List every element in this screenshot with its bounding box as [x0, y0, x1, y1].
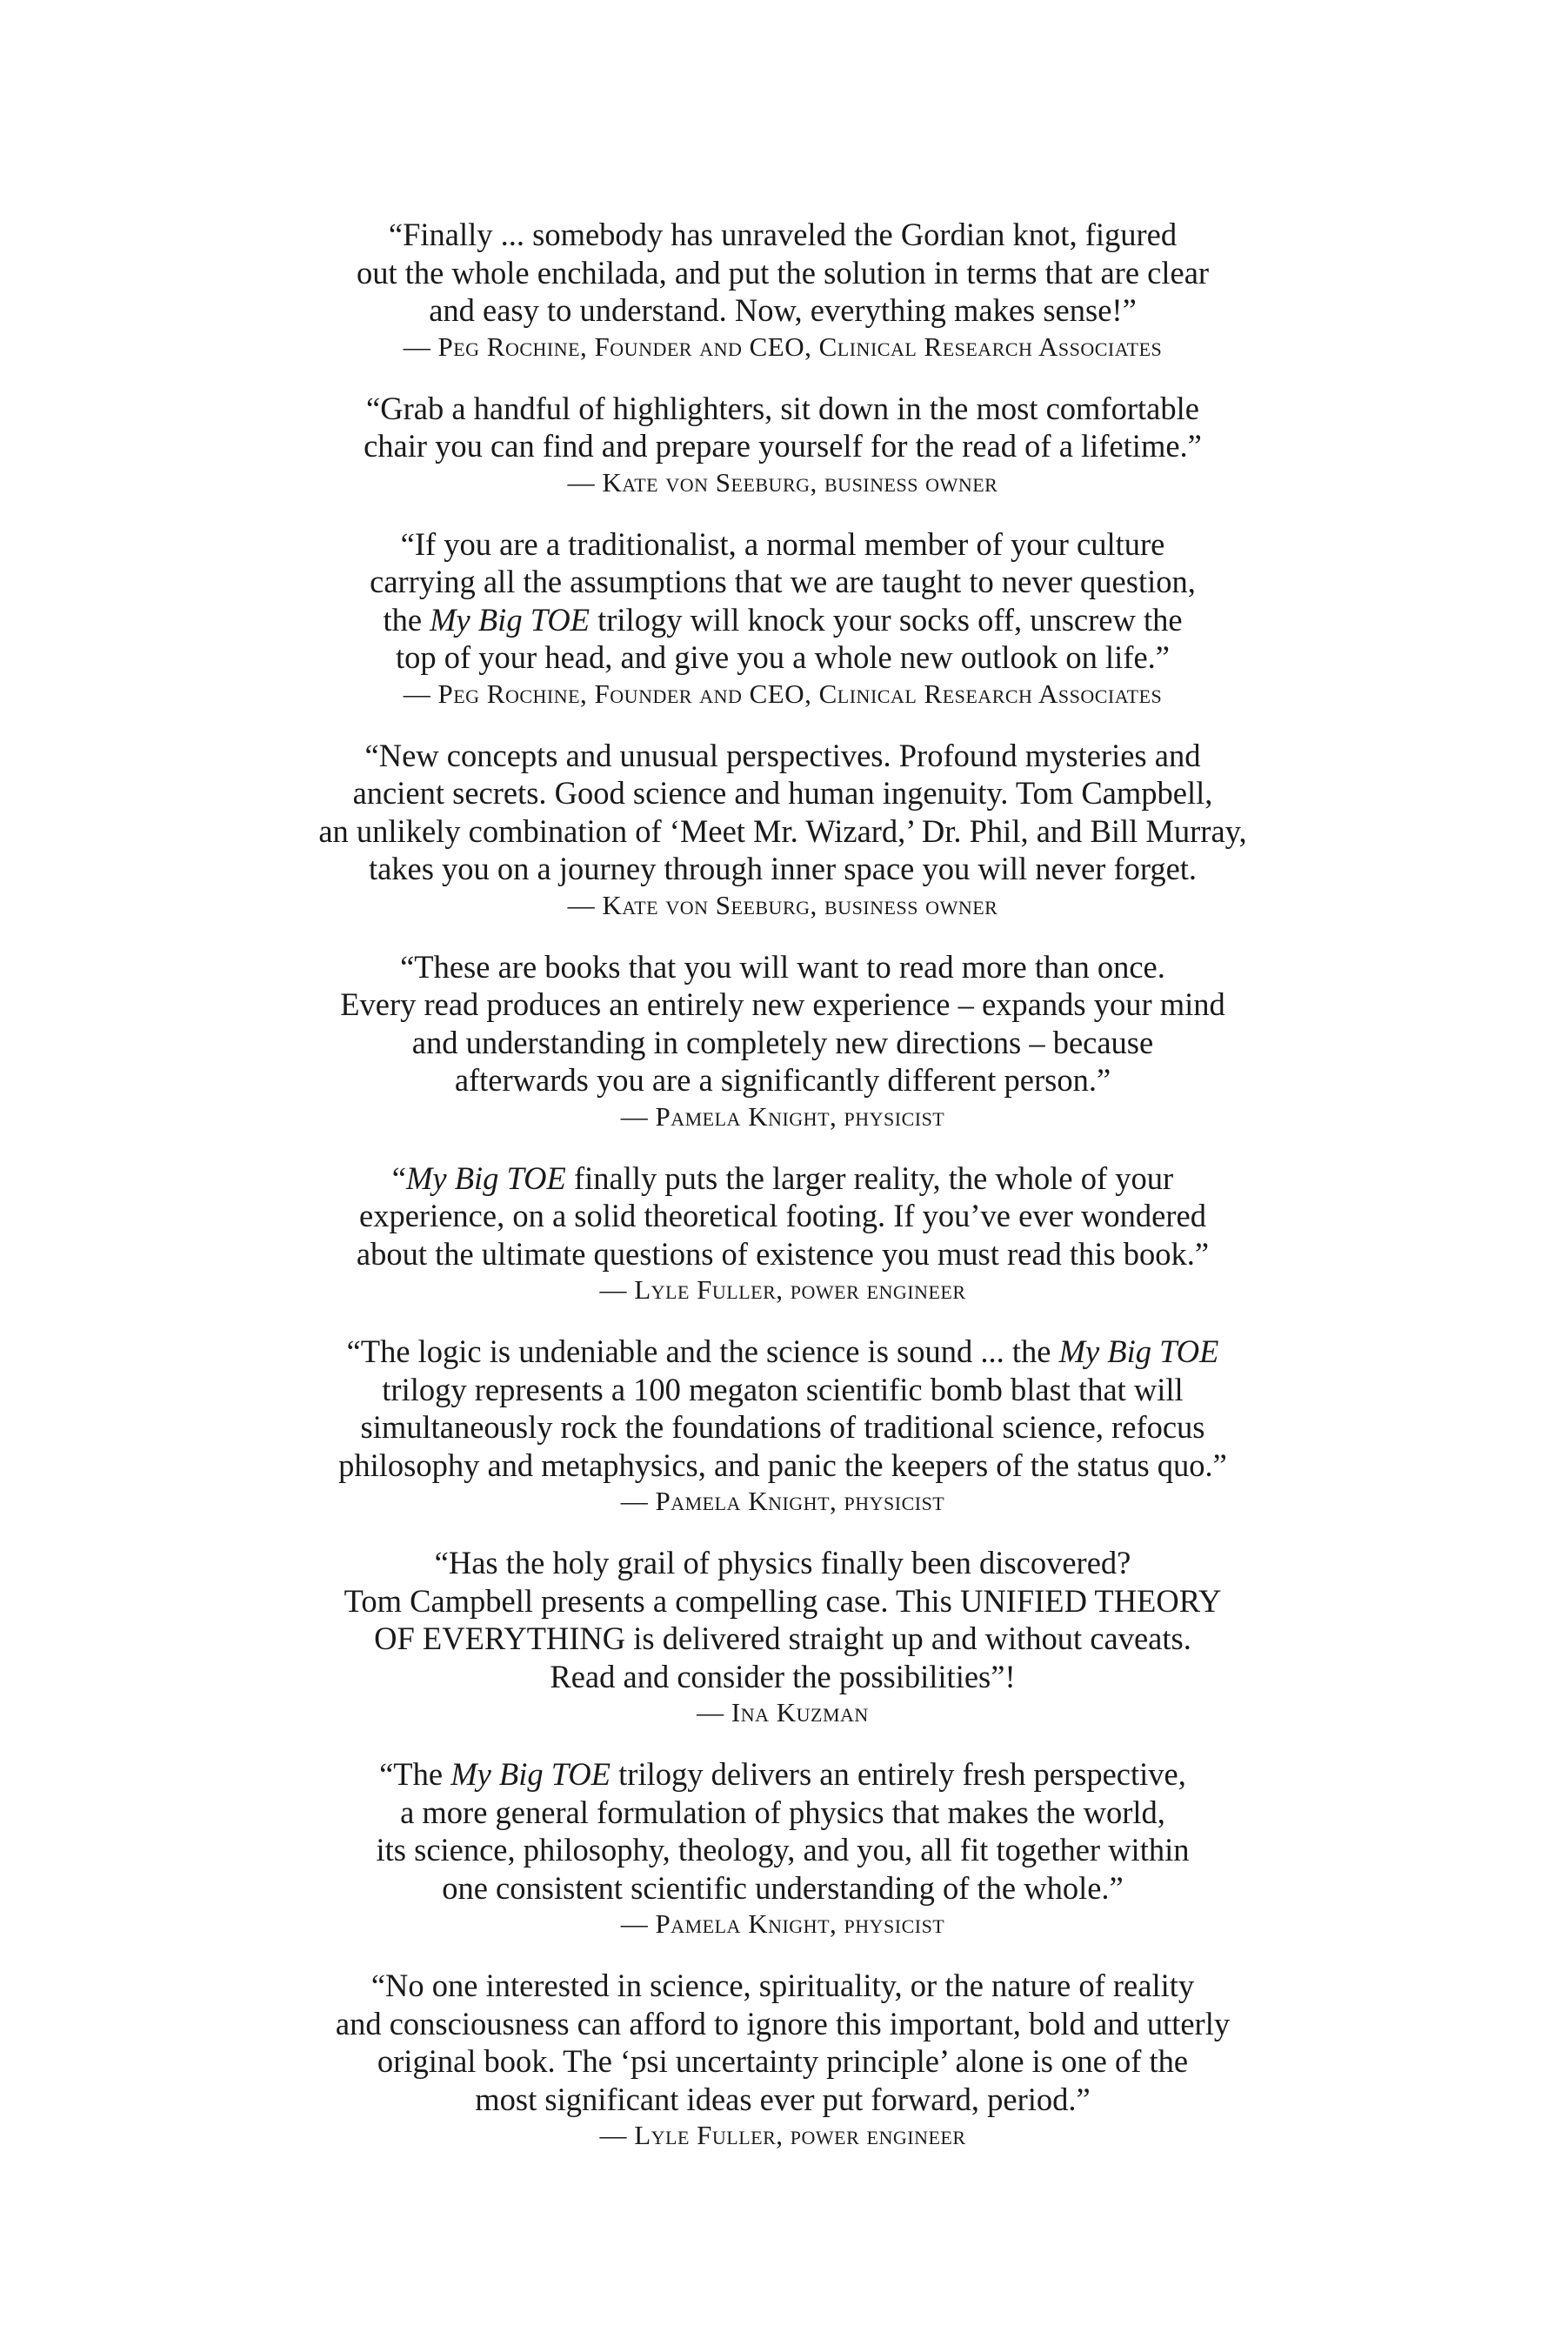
quote-line: ancient secrets. Good science and human ingenuity. Tom Campbell,: [352, 775, 1213, 811]
endorsement: [217, 1159, 1348, 1308]
endorsement-quote: [217, 948, 1348, 1099]
quote-line: afterwards you are a significantly different person.”: [454, 1062, 1111, 1098]
quote-line: “The My Big TOE trilogy delivers an entirely fresh perspective,: [379, 1756, 1186, 1792]
quote-line: “Finally ... somebody has unraveled the Gordian knot, figured: [388, 217, 1178, 252]
quote-line: Every read produces an entirely new experience – expands your mind: [340, 986, 1225, 1022]
endorsement-quote: [217, 1333, 1348, 1484]
quote-line: and easy to understand. Now, everything makes sense!”: [429, 292, 1137, 328]
quote-line: top of your head, and give you a whole new outlook on life.”: [396, 639, 1170, 675]
quote-line: its science, philosophy, theology, and you, all fit together within: [376, 1832, 1190, 1868]
endorsement: [217, 216, 1348, 364]
endorsement-attribution: — Peg Rochine, Founder and CEO, Clinical Research Associates: [403, 331, 1163, 362]
endorsement-attribution: — Lyle Fuller, power engineer: [599, 2120, 966, 2150]
quote-line: and understanding in completely new directions – because: [411, 1024, 1154, 1060]
endorsement-attribution: — Pamela Knight, physicist: [620, 1486, 945, 1516]
quote-line: “These are books that you will want to read more than once.: [400, 948, 1165, 985]
quote-line: “Has the holy grail of physics finally been discovered?: [434, 1545, 1131, 1580]
endorsement: [217, 1333, 1348, 1519]
endorsement-quote: [217, 216, 1348, 330]
endorsements-list: [217, 216, 1348, 2178]
quote-line: philosophy and metaphysics, and panic the keepers of the status quo.”: [338, 1447, 1227, 1483]
quote-line: simultaneously rock the foundations of traditional science, refocus: [360, 1409, 1205, 1445]
endorsement-quote: [217, 390, 1348, 465]
endorsement-attribution: — Peg Rochine, Founder and CEO, Clinical Research Associates: [403, 678, 1163, 709]
quote-line: original book. The ‘psi uncertainty principle’ alone is one of the: [377, 2043, 1189, 2079]
endorsement-quote: [217, 737, 1348, 888]
quote-line: about the ultimate questions of existence you must read this book.”: [356, 1235, 1210, 1272]
quote-line: and consciousness can afford to ignore this important, bold and utterly: [335, 2005, 1231, 2041]
quote-line: Tom Campbell presents a compelling case. This UNIFIED THEORY: [344, 1582, 1222, 1619]
endorsement-attribution: — Pamela Knight, physicist: [620, 1908, 945, 1939]
endorsement: [217, 1967, 1348, 2153]
quote-line: OF EVERYTHING is delivered straight up and without caveats.: [374, 1620, 1191, 1656]
quote-line: a more general formulation of physics that makes the world,: [400, 1794, 1165, 1830]
endorsement-quote: [217, 1159, 1348, 1273]
quote-line: one consistent scientific understanding of the whole.”: [442, 1869, 1124, 1906]
quote-line: chair you can find and prepare yourself for the read of a lifetime.”: [364, 428, 1202, 464]
quote-line: takes you on a journey through inner space you will never forget.: [368, 851, 1198, 886]
endorsement-quote: [217, 1755, 1348, 1907]
quote-line: “If you are a traditionalist, a normal member of your culture: [400, 525, 1165, 562]
endorsement: [217, 948, 1348, 1134]
quote-line: Read and consider the possibilities”!: [550, 1658, 1016, 1694]
quote-line: trilogy represents a 100 megaton scientific bomb blast that will: [382, 1371, 1184, 1407]
endorsement: [217, 1755, 1348, 1941]
quote-line: “Grab a handful of highlighters, sit down in the most comfortable: [366, 390, 1199, 426]
quote-line: out the whole enchilada, and put the solution in terms that are clear: [356, 254, 1210, 291]
endorsement-attribution: — Kate von Seeburg, business owner: [567, 889, 998, 920]
endorsement: [217, 390, 1348, 500]
endorsement-attribution: — Lyle Fuller, power engineer: [599, 1274, 966, 1305]
quote-line: “No one interested in science, spirituality, or the nature of reality: [370, 1968, 1195, 2003]
quote-line: the My Big TOE trilogy will knock your socks off, unscrew the: [383, 601, 1183, 638]
quote-line: an unlikely combination of ‘Meet Mr. Wizard,’ Dr. Phil, and Bill Murray,: [318, 812, 1247, 849]
quote-line: experience, on a solid theoretical footing. If you’ve ever wondered: [359, 1198, 1206, 1233]
endorsement-quote: [217, 1967, 1348, 2118]
endorsement-quote: [217, 525, 1348, 677]
endorsement-attribution: — Pamela Knight, physicist: [620, 1100, 945, 1132]
endorsement-quote: [217, 1544, 1348, 1695]
quote-line: carrying all the assumptions that we are taught to never question,: [370, 564, 1196, 599]
endorsement-attribution: — Ina Kuzman: [697, 1697, 869, 1727]
quote-line: most significant ideas ever put forward, period.”: [475, 2081, 1091, 2117]
quote-line: “My Big TOE finally puts the larger reality, the whole of your: [391, 1159, 1174, 1196]
endorsement-attribution: — Kate von Seeburg, business owner: [567, 466, 998, 498]
endorsement: [217, 737, 1348, 923]
quote-line: “New concepts and unusual perspectives. Profound mysteries and: [364, 737, 1201, 773]
endorsement: [217, 525, 1348, 712]
endorsement: [217, 1544, 1348, 1730]
quote-line: “The logic is undeniable and the science is sound ... the My Big TOE: [346, 1333, 1219, 1369]
